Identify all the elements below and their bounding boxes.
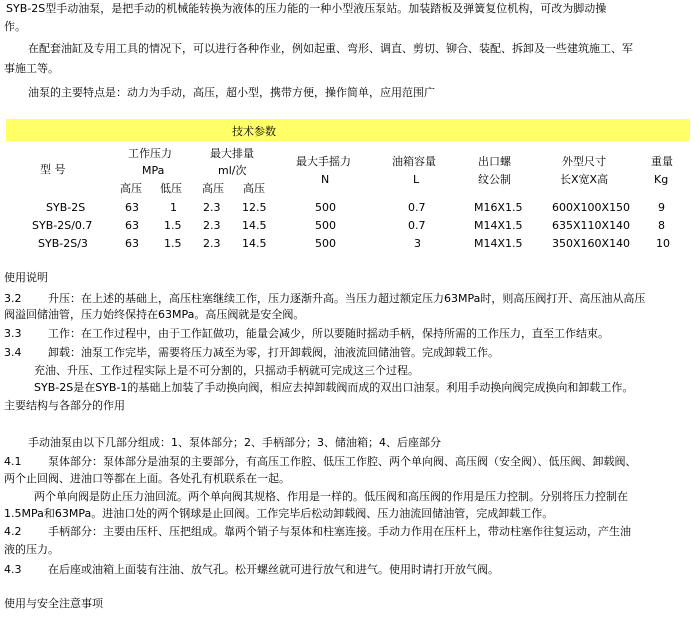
cell-model: SYB-2S <box>46 201 86 214</box>
header-high-flow: 高压 <box>202 182 224 195</box>
header-low-flow: 高压 <box>243 182 265 195</box>
section-text: 液的压力。 <box>4 543 59 556</box>
intro-line: 事施工等。 <box>4 62 59 75</box>
header-model: 型 号 <box>40 163 66 176</box>
cell-flow-low: 14.5 <box>242 219 267 232</box>
intro-line: SYB-2S型手动油泵，是把手动的机械能转换为液体的压力能的一种小型液压泵站。加装踏板及弹簧复位机构，可改为脚动操 <box>6 2 607 15</box>
section-text: 工作：在工作过程中，由于工作缸做功，能量会减少，所以要随时摇动手柄，保持所需的工作压力，直至工作结束。 <box>48 327 609 340</box>
parts-line: 手动油泵由以下几部分组成：1、泵体部分；2、手柄部分；3、储油箱；4、后座部分 <box>28 436 441 449</box>
note-line: 充油、升压、工作过程实际上是不可分割的，只摇动手柄就可完成这三个过程。 <box>34 364 419 377</box>
section-number: 3.2 <box>4 292 22 305</box>
cell-weight: 10 <box>656 237 670 250</box>
header-weight-unit: Kg <box>654 173 669 186</box>
header-force: 最大手摇力 <box>296 155 351 168</box>
header-tank: 油箱容量 <box>392 155 436 168</box>
cell-model: SYB-2S/3 <box>38 237 88 250</box>
section-heading: 使用说明 <box>4 271 48 284</box>
cell-tank: 3 <box>414 237 421 250</box>
header-size-2: 长X宽X高 <box>560 173 609 186</box>
cell-port: M14X1.5 <box>474 237 523 250</box>
note-line: SYB-2S是在SYB-1的基础上加装了手动换向阀，相应去掉卸载阀而成的双出口油泵。利用手动换向阀完成换向和卸载工作。 <box>34 381 634 394</box>
header-port-2: 纹公制 <box>478 173 511 186</box>
cell-force: 500 <box>315 201 336 214</box>
section-number: 3.3 <box>4 327 22 340</box>
note-line: 1.5MPa和63MPa。进油口处的两个钢球是止回阀。工作完毕后松动卸载阀、压力油流回储油管，完成卸载工作。 <box>4 507 554 520</box>
section-text: 在后座或油箱上面装有注油、放气孔。松开螺丝就可进行放气和进气。使用时请打开放气阀。 <box>48 563 499 576</box>
table-caption: 技术参数 <box>232 125 276 138</box>
section-text: 两个止回阀、进油口等都在上面。各处孔有机联系在一起。 <box>4 472 290 485</box>
cell-pressure-low: 1.5 <box>164 237 182 250</box>
section-text: 升压：在上述的基础上，高压柱塞继续工作，压力逐渐升高。当压力超过额定压力63MPa时，则高压阀打开、高压油从高压 <box>48 292 646 305</box>
section-number: 4.3 <box>4 563 22 576</box>
cell-model: SYB-2S/0.7 <box>32 219 93 232</box>
header-flow: 最大排量 <box>210 147 254 160</box>
cell-pressure-low: 1 <box>170 201 177 214</box>
cell-pressure-high: 63 <box>125 237 139 250</box>
section-number: 4.2 <box>4 525 22 538</box>
section-text: 手柄部分：主要由压杆、压把组成。靠两个销子与泵体和柱塞连接。手动力作用在压杆上，带动柱塞作往复运动，产生油 <box>48 525 631 538</box>
header-weight: 重量 <box>651 155 673 168</box>
cell-tank: 0.7 <box>408 201 426 214</box>
cell-pressure-low: 1.5 <box>164 219 182 232</box>
cell-force: 500 <box>315 237 336 250</box>
header-force-unit: N <box>321 173 330 186</box>
cell-pressure-high: 63 <box>125 219 139 232</box>
intro-line: 作。 <box>4 20 26 33</box>
section-number: 4.1 <box>4 455 22 468</box>
table-caption-bar <box>6 119 690 141</box>
intro-line: 在配套油缸及专用工具的情况下，可以进行各种作业，例如起重、弯形、调直、剪切、铆合、装配、拆卸及一些建筑施工、军 <box>28 42 633 55</box>
cell-size: 635X110X140 <box>552 219 631 232</box>
header-port: 出口螺 <box>478 155 511 168</box>
intro-line: 油泵的主要特点是：动力为手动，高压，超小型，携带方便，操作简单，应用范围广 <box>28 86 435 99</box>
cell-weight: 9 <box>658 201 665 214</box>
cell-pressure-high: 63 <box>125 201 139 214</box>
cell-flow-low: 12.5 <box>242 201 267 214</box>
cell-force: 500 <box>315 219 336 232</box>
cell-size: 350X160X140 <box>552 237 631 250</box>
section-text: 阀溢回储油管，压力始终保持在63MPa。高压阀就是安全阀。 <box>4 308 305 321</box>
section-heading: 使用与安全注意事项 <box>4 597 103 610</box>
header-pressure-unit: MPa <box>142 164 165 177</box>
cell-port: M14X1.5 <box>474 219 523 232</box>
header-size: 外型尺寸 <box>562 155 606 168</box>
cell-flow-low: 14.5 <box>242 237 267 250</box>
header-pressure: 工作压力 <box>128 147 172 160</box>
note-line: 两个单向阀是防止压力油回流。两个单向阀其规格、作用是一样的。低压阀和高压阀的作用是压力控制。分别将压力控制在 <box>34 490 628 503</box>
header-low-pressure: 低压 <box>160 182 182 195</box>
section-number: 3.4 <box>4 346 22 359</box>
cell-tank: 0.7 <box>408 219 426 232</box>
header-high-pressure: 高压 <box>120 182 142 195</box>
section-heading: 主要结构与各部分的作用 <box>4 399 125 412</box>
cell-port: M16X1.5 <box>474 201 523 214</box>
cell-flow-high: 2.3 <box>203 219 221 232</box>
header-flow-unit: ml/次 <box>218 164 247 177</box>
cell-flow-high: 2.3 <box>203 201 221 214</box>
cell-weight: 8 <box>658 219 665 232</box>
section-text: 泵体部分：泵体部分是油泵的主要部分，有高压工作腔、低压工作腔、两个单向阀、高压阀（安全阀）、低压阀、卸载阀、 <box>48 455 637 468</box>
cell-flow-high: 2.3 <box>203 237 221 250</box>
header-tank-unit: L <box>413 173 420 186</box>
section-text: 卸载：油泵工作完毕，需要将压力减至为零，打开卸载阀，油液流回储油管。完成卸载工作。 <box>48 346 499 359</box>
cell-size: 600X100X150 <box>552 201 631 214</box>
